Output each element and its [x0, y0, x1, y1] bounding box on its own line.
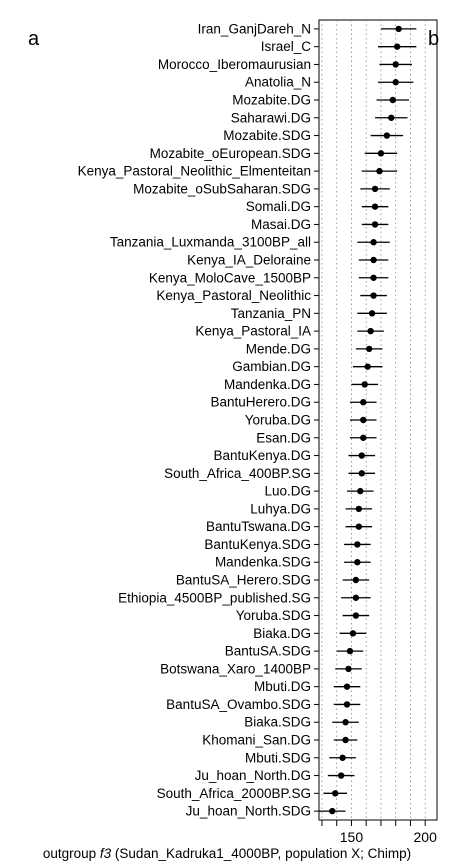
data-point [367, 328, 373, 334]
category-label: Mozabite_oEuropean.SDG [149, 145, 311, 161]
category-label: Khomani_San.DG [202, 732, 311, 748]
category-labels [78, 21, 319, 818]
category-label: Mandenka.DG [223, 376, 311, 392]
category-label: Mende.DG [245, 341, 311, 357]
data-point [344, 701, 350, 707]
category-label: BantuSA_Herero.SDG [175, 572, 311, 588]
category-label: Kenya_IA_Deloraine [187, 252, 311, 268]
data-point [345, 666, 351, 672]
x-tick-label: 200 [413, 829, 437, 845]
data-point [369, 310, 375, 316]
category-label: South_Africa_400BP.SG [164, 465, 311, 481]
category-label: BantuTswana.DG [205, 519, 311, 535]
data-point [370, 257, 376, 263]
data-point [353, 612, 359, 618]
category-label: Mozabite_oSubSaharan.SDG [133, 181, 311, 197]
x-axis [322, 820, 437, 845]
category-label: Luo.DG [264, 483, 311, 499]
data-point [395, 26, 401, 32]
data-point [342, 737, 348, 743]
data-point [332, 790, 338, 796]
category-label: Yoruba.DG [244, 412, 311, 428]
category-label: Luhya.DG [250, 501, 311, 517]
data-point [354, 541, 360, 547]
x-axis-label-stat: f3 [99, 846, 112, 861]
data-point [393, 61, 399, 67]
data-point [366, 346, 372, 352]
data-point [338, 772, 344, 778]
data-point [376, 168, 382, 174]
category-label: Kenya_Pastoral_Neolithic_Elmenteitan [77, 163, 311, 179]
category-label: Esan.DG [256, 430, 311, 446]
data-point [353, 595, 359, 601]
category-label: Iran_GanjDareh_N [197, 21, 311, 37]
panel-label-b: b [428, 28, 440, 50]
data-point [356, 506, 362, 512]
data-point [393, 79, 399, 85]
category-label: Masai.DG [250, 216, 311, 232]
data-point [370, 239, 376, 245]
category-label: Ju_hoan_North.DG [194, 768, 311, 784]
category-label: Botswana_Xaro_1400BP [160, 661, 311, 677]
category-label: Kenya_MoloCave_1500BP [148, 270, 311, 286]
data-point [362, 381, 368, 387]
data-point [344, 683, 350, 689]
category-label: BantuHerero.DG [210, 394, 311, 410]
data-point [347, 648, 353, 654]
data-point [350, 630, 356, 636]
category-label: BantuSA_Ovambo.SDG [166, 696, 311, 712]
category-label: Mbuti.DG [253, 679, 311, 695]
category-label: Mozabite.DG [232, 92, 311, 108]
x-tick-label: 150 [339, 829, 364, 845]
data-point [364, 363, 370, 369]
x-axis-label-prefix: outgroup [42, 846, 100, 861]
data-point [378, 150, 384, 156]
x-axis-label-suffix: (Sudan_Kadruka1_4000BP, population X; Chimp) [111, 846, 412, 861]
data-point [372, 186, 378, 192]
data-point [359, 452, 365, 458]
category-label: BantuKenya.SDG [204, 536, 311, 552]
data-point [370, 275, 376, 281]
category-label: Mandenka.SDG [214, 554, 311, 570]
category-label: Ju_hoan_North.SDG [185, 803, 311, 819]
data-point [360, 417, 366, 423]
category-label: Morocco_Iberomaurusian [157, 56, 311, 72]
category-label: Ethiopia_4500BP_published.SG [118, 590, 311, 606]
data-point [370, 292, 376, 298]
category-label: Biaka.DG [253, 625, 311, 641]
x-axis-label [43, 846, 411, 861]
panel-label-a: a [28, 28, 40, 50]
data-point [357, 488, 363, 494]
data-marks [319, 26, 416, 815]
data-point [329, 808, 335, 814]
category-label: South_Africa_2000BP.SG [156, 785, 311, 801]
data-point [339, 755, 345, 761]
data-point [372, 203, 378, 209]
category-label: Gambian.DG [232, 359, 311, 375]
category-label: Tanzania_Luxmanda_3100BP_all [109, 234, 311, 250]
category-label: Saharawi.DG [230, 110, 311, 126]
data-point [388, 115, 394, 121]
category-label: Somali.DG [245, 199, 311, 215]
category-label: Biaka.SDG [244, 714, 311, 730]
data-point [359, 470, 365, 476]
category-label: Kenya_Pastoral_Neolithic [156, 288, 311, 304]
data-point [342, 719, 348, 725]
data-point [390, 97, 396, 103]
data-point [354, 559, 360, 565]
data-point [356, 523, 362, 529]
category-label: Israel_C [260, 39, 311, 55]
category-label: BantuSA.SDG [224, 643, 311, 659]
category-label: Kenya_Pastoral_IA [195, 323, 311, 339]
data-point [353, 577, 359, 583]
category-label: BantuKenya.DG [213, 448, 311, 464]
data-point [372, 221, 378, 227]
data-point [394, 43, 400, 49]
category-label: Mbuti.SDG [244, 750, 311, 766]
category-label: Anatolia_N [244, 74, 311, 90]
category-label: Tanzania_PN [230, 305, 311, 321]
data-point [360, 399, 366, 405]
data-point [384, 132, 390, 138]
category-label: Mozabite.SDG [223, 128, 311, 144]
category-label: Yoruba.SDG [235, 608, 311, 624]
data-point [360, 435, 366, 441]
